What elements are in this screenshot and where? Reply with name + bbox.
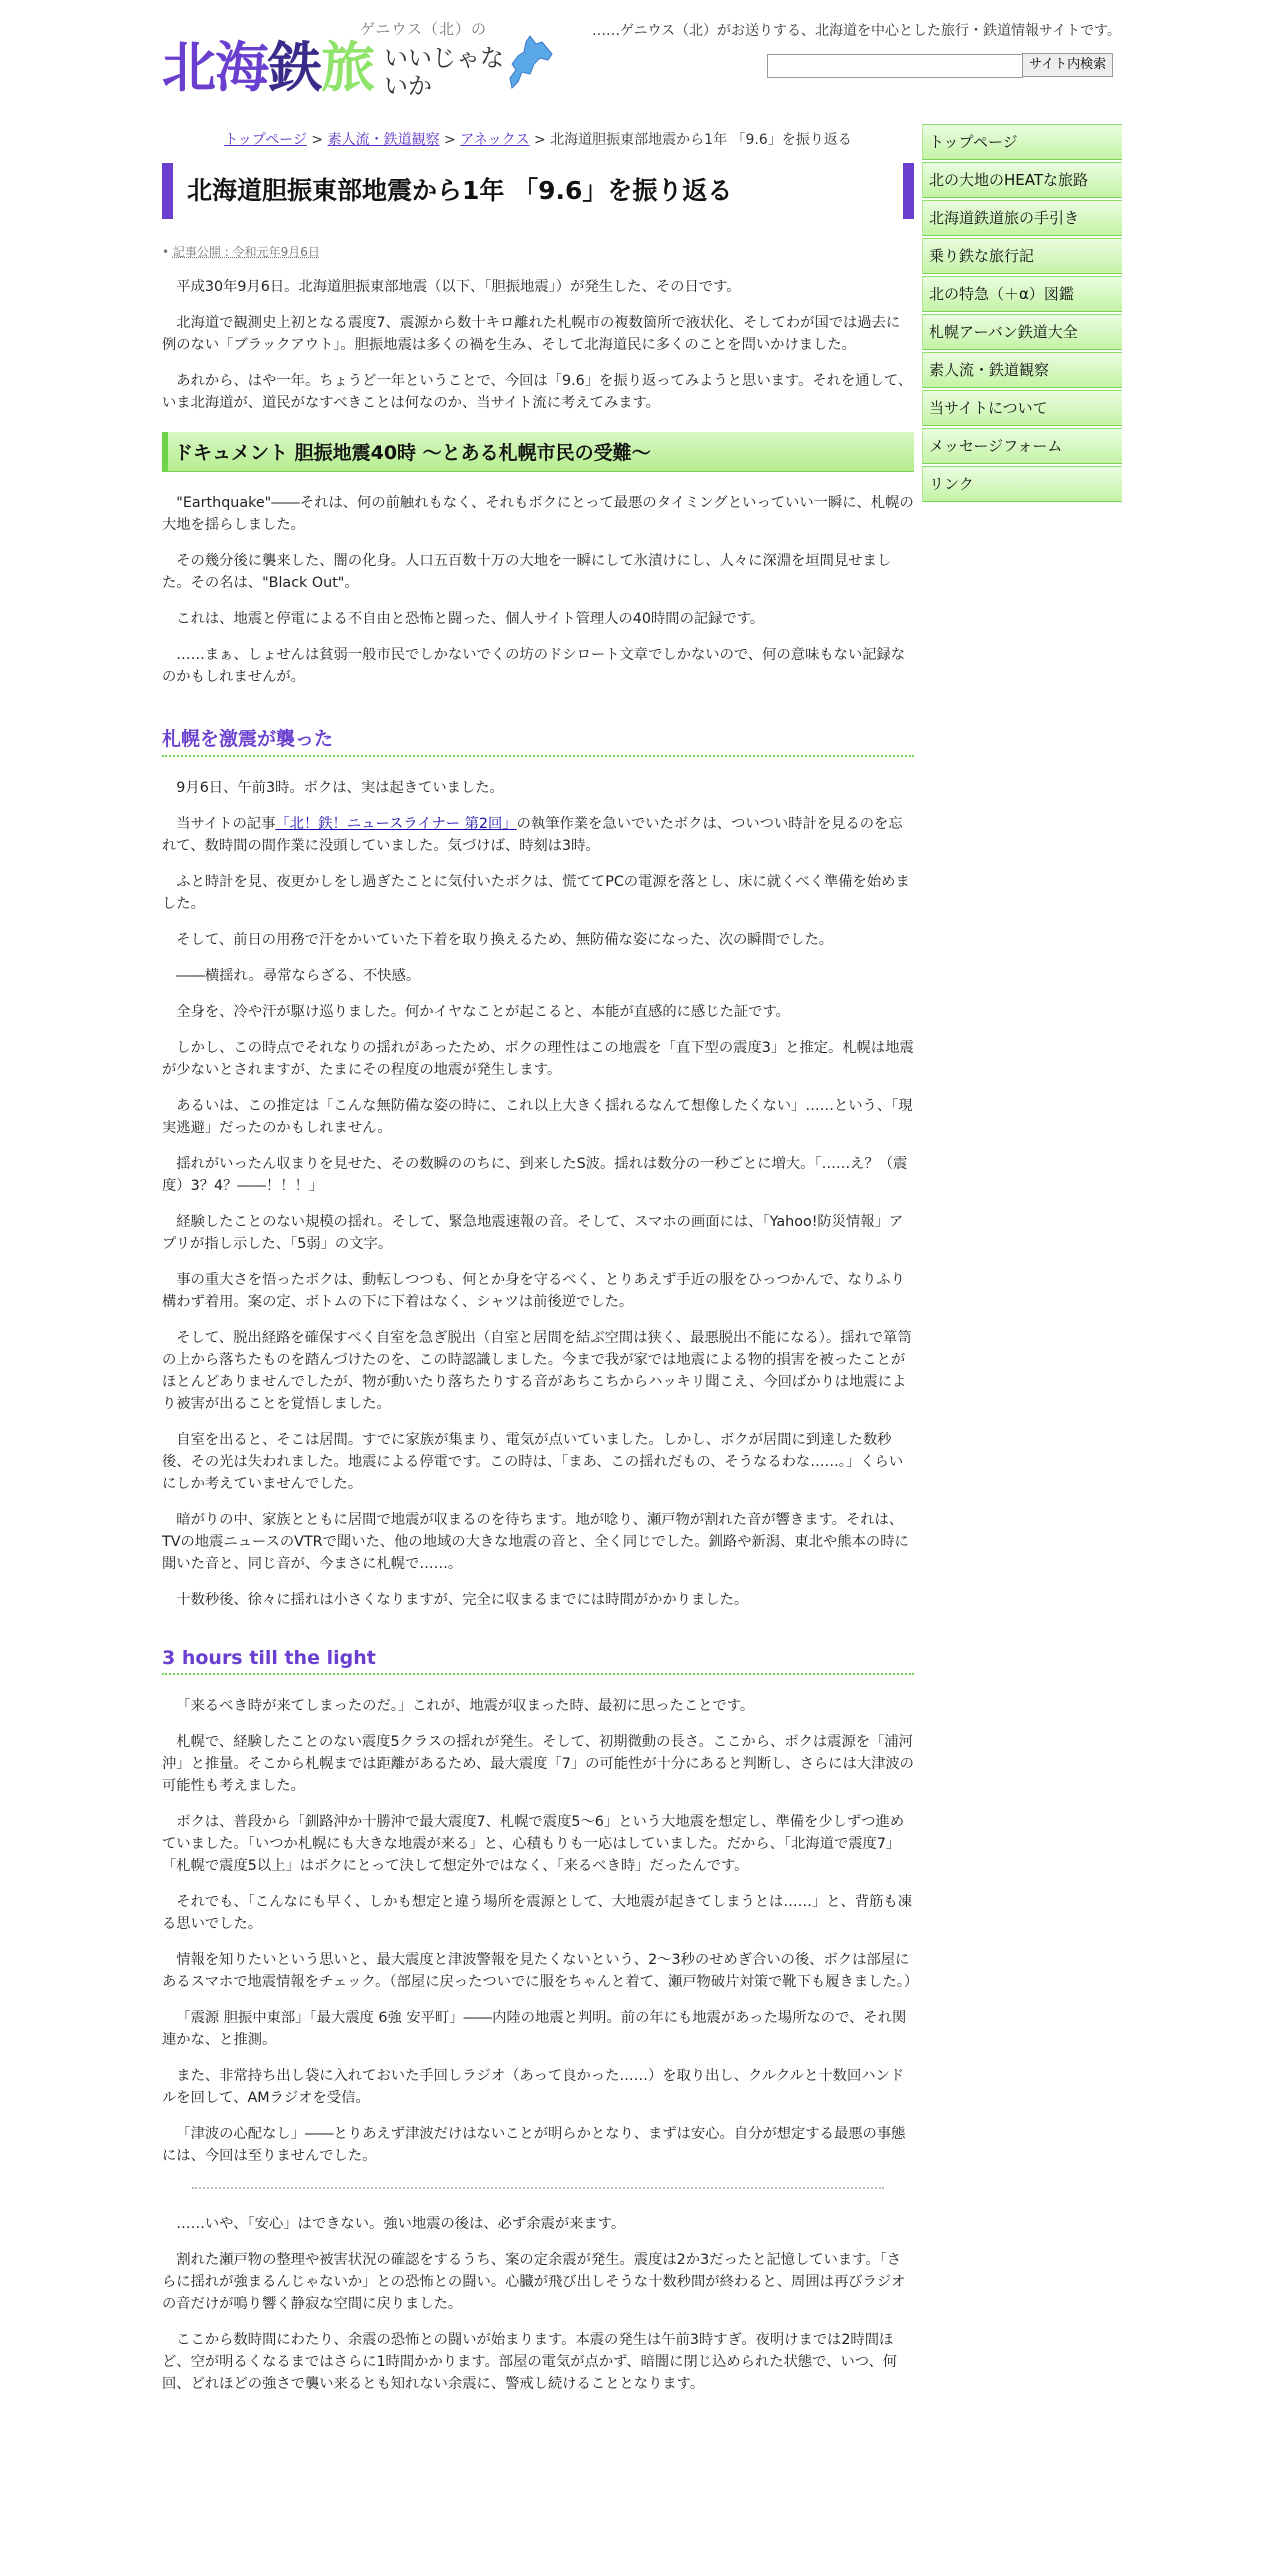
intro-paragraphs xyxy=(162,276,914,414)
subsection-heading-three-hours: 3 hours till the light xyxy=(162,1647,914,1675)
article-title: 北海道胆振東部地震から1年 「9.6」を振り返る xyxy=(187,176,733,205)
subsection-heading-earthquake: 札幌を激震が襲った xyxy=(162,724,914,757)
paragraph: ――横揺れ。尋常ならざる、不快感。 xyxy=(176,968,421,984)
paragraph: "Earthquake"――それは、何の前触れもなく、それもボクにとって最悪のタイミングといっていい一瞬に、札幌の大地を揺らしました。 xyxy=(162,495,914,533)
search-input[interactable] xyxy=(767,54,1023,78)
paragraph: あるいは、この推定は「こんな無防備な姿の時に、これ以上大きく揺れるなんて想像したくない」……という、「現実逃避」だったのかもしれません。 xyxy=(162,1098,913,1136)
paragraph: 情報を知りたいという思いと、最大震度と津波警報を見たくないという、2～3秒のせめぎ合いの後、ボクは部屋にあるスマホで地震情報をチェック。（部屋に戻ったついでに服をちゃんと着て、瀬戸物破片対策で靴下も履きました。） xyxy=(162,1952,919,1990)
site-tagline: ……ゲニウス（北）がお送りする、北海道を中心とした旅行・鉄道情報サイトです。 xyxy=(592,23,1121,39)
paragraph: ……まぁ、しょせんは貧弱一般市民でしかないでくの坊のドシロート文章でしかないので、何の意味もない記録なのかもしれませんが。 xyxy=(162,647,906,685)
breadcrumb-separator: > xyxy=(311,132,324,148)
paragraph: 割れた瀬戸物の整理や被害状況の確認をするうち、案の定余震が発生。震度は2か3だったと記憶しています。「さらに揺れが強まるんじゃないか」との恐怖との闘い。心臓が飛び出しそうな十数秒間が終わると、周囲は再びラジオの音だけが鳴り響く静寂な空間に戻りました。 xyxy=(162,2252,906,2312)
breadcrumb-current: 北海道胆振東部地震から1年 「9.6」を振り返る xyxy=(550,132,852,148)
paragraph: 経験したことのない規模の揺れ。そして、緊急地震速報の音。そして、スマホの画面には、「Yahoo!防災情報」アプリが指し示した、「5弱」の文字。 xyxy=(162,1214,904,1252)
logo-title: 北海鉄旅 xyxy=(162,36,374,99)
section-intro xyxy=(162,492,914,688)
paragraph: ……いや、「安心」はできない。強い地震の後は、必ず余震が来ます。 xyxy=(176,2216,626,2232)
paragraph: それでも、「こんなにも早く、しかも想定と違う場所を震源として、大地震が起きてしまうとは……」と、背筋も凍る思いでした。 xyxy=(162,1894,913,1932)
news-liner-link[interactable]: 「北！鉄！ニュースライナー 第2回」 xyxy=(275,816,517,832)
paragraph: 事の重大さを悟ったボクは、動転しつつも、何とか身を守るべく、とりあえず手近の服をひっつかんで、なりふり構わず着用。案の定、ボトムの下に下着はなく、シャツは前後逆でした。 xyxy=(162,1272,905,1310)
nav-item-top[interactable]: トップページ xyxy=(922,124,1122,160)
hokkaido-map-icon xyxy=(502,34,556,94)
paragraph: 「震源 胆振中東部」「最大震度 6強 安平町」――内陸の地震と判明。前の年にも地震があった場所なので、それ関連かな、と推測。 xyxy=(162,2010,907,2048)
nav-item-message-form[interactable]: メッセージフォーム xyxy=(922,428,1122,464)
article-title-bar xyxy=(162,163,914,219)
nav-item-links[interactable]: リンク xyxy=(922,466,1122,502)
paragraph: 全身を、冷や汗が駆け巡りました。何かイヤなことが起こると、本能が直感的に感じた証です。 xyxy=(176,1004,790,1020)
part2-paragraphs xyxy=(162,1695,919,2167)
paragraph: しかし、この時点でそれなりの揺れがあったため、ボクの理性はこの地震を「直下型の震度3」と推定。札幌は地震が少ないとされますが、たまにその程度の地震が発生します。 xyxy=(162,1040,914,1078)
paragraph: 揺れがいったん収まりを見せた、その数瞬ののちに、到来したS波。揺れは数分の一秒ごとに増大。「……え？（震度）3？4？――！！！」 xyxy=(162,1156,908,1194)
logo-kana: ゲニウス（北）の xyxy=(360,20,487,38)
paragraph: また、非常持ち出し袋に入れておいた手回しラジオ（あって良かった……）を取り出し、クルクルと十数回ハンドルを回して、AMラジオを受信。 xyxy=(162,2068,905,2106)
nav-item-observation[interactable]: 素人流・鉄道観察 xyxy=(922,352,1122,388)
side-navigation xyxy=(922,124,1122,504)
paragraph: 「来るべき時が来てしまったのだ。」これが、地震が収まった時、最初に思ったことです。 xyxy=(176,1698,755,1714)
nav-item-travelogue[interactable]: 乗り鉄な旅行記 xyxy=(922,238,1122,274)
paragraph: ここから数時間にわたり、余震の恐怖との闘いが始まります。本震の発生は午前3時すぎ。夜明けまでは2時間ほど、空が明るくなるまではさらに1時間かかります。部屋の電気が点かず、暗闇に閉じ込められた状態で、いつ、何回、どれほどの強さで襲い来るとも知れない余震に、警戒し続けることとなります。 xyxy=(162,2332,898,2392)
site-logo[interactable] xyxy=(162,4,552,114)
paragraph: 十数秒後、徐々に揺れは小さくなりますが、完全に収まるまでには時間がかかりました。 xyxy=(176,1592,749,1608)
breadcrumb-link-observation[interactable]: 素人流・鉄道観察 xyxy=(327,132,440,148)
nav-item-sapporo-urban[interactable]: 札幌アーバン鉄道大全 xyxy=(922,314,1122,350)
site-search-button[interactable]: サイト内検索 xyxy=(1022,53,1113,77)
logo-subtitle: いいじゃないか xyxy=(384,44,504,100)
paragraph: 暗がりの中、家族とともに居間で地震が収まるのを待ちます。地が唸り、瀬戸物が割れた音が響きます。それは、TVの地震ニュースのVTRで聞いた、他の地域の大きな地震の音と、全く同じでした。釧路や新潟、東北や熊本の時に聞いた音と、同じ音が、今まさに札幌で……。 xyxy=(162,1512,909,1572)
publish-date: • 記事公開 : 令和元年9月6日 xyxy=(162,245,320,259)
paragraph: あれから、はや一年。ちょうど一年ということで、今回は「9.6」を振り返ってみようと思います。それを通して、いま北海道が、道民がなすべきことは何なのか、当サイト流に考えてみます。 xyxy=(162,373,913,411)
breadcrumb-link-top[interactable]: トップページ xyxy=(224,132,307,148)
paragraph: 平成30年9月6日。北海道胆振東部地震（以下、「胆振地震」）が発生した、その日です。 xyxy=(176,279,741,295)
paragraph: 「津波の心配なし」――とりあえず津波だけはないことが明らかとなり、まずは安心。自分が想定する最悪の事態には、今回は至りませんでした。 xyxy=(162,2126,906,2164)
dotted-divider xyxy=(192,2187,884,2189)
breadcrumb xyxy=(162,129,914,149)
nav-item-express-guide[interactable]: 北の特急（＋α）図鑑 xyxy=(922,276,1122,312)
paragraph: ふと時計を見、夜更かしをし過ぎたことに気付いたボクは、慌ててPCの電源を落とし、床に就くべく準備を始めました。 xyxy=(162,874,910,912)
paragraph: そして、前日の用務で汗をかいていた下着を取り換えるため、無防備な姿になった、次の瞬間でした。 xyxy=(176,932,834,948)
nav-item-heat-journey[interactable]: 北の大地のHEATな旅路 xyxy=(922,162,1122,198)
section-heading: ドキュメント 胆振地震40時 ～とある札幌市民の受難～ xyxy=(162,432,914,472)
paragraph: 自室を出ると、そこは居間。すでに家族が集まり、電気が点いていました。しかし、ボクが居間に到達した数秒後、その光は失われました。地震による停電です。この時は、「まあ、この揺れだもの、そうなるわな……。」くらいにしか考えていませんでした。 xyxy=(162,1432,904,1492)
nav-item-about[interactable]: 当サイトについて xyxy=(922,390,1122,426)
main-content xyxy=(162,125,919,2409)
paragraph: これは、地震と停電による不自由と恐怖と闘った、個人サイト管理人の40時間の記録です。 xyxy=(176,611,765,627)
breadcrumb-separator: > xyxy=(533,132,546,148)
paragraph: 9月6日、午前3時。ボクは、実は起きていました。 xyxy=(176,780,504,796)
part3-paragraphs xyxy=(162,2213,914,2395)
paragraph: 北海道で観測史上初となる震度7、震源から数十キロ離れた札幌市の複数箇所で液状化、そしてわが国では過去に例のない「ブラックアウト」。胆振地震は多くの禍を生み、そして北海道民に多くのことを問いかけました。 xyxy=(162,315,901,353)
paragraph: そして、脱出経路を確保すべく自室を急ぎ脱出（自室と居間を結ぶ空間は狭く、最悪脱出不能になる）。揺れで箪笥の上から落ちたものを踏んづけたのを、この時認識しました。今まで我が家では地震による物的損害を被ったことがほとんどありませんでしたが、物が動いたり落ちたりする音があちこちからハッキリ聞こえ、今回ばかりは地震により被害が出ることを覚悟しました。 xyxy=(162,1330,912,1412)
nav-item-rail-guide[interactable]: 北海道鉄道旅の手引き xyxy=(922,200,1122,236)
breadcrumb-separator: > xyxy=(444,132,456,148)
part1-paragraphs xyxy=(162,871,914,1611)
paragraph: その幾分後に襲来した、闇の化身。人口五百数十万の大地を一瞬にして氷漬けにし、人々に深淵を垣間見せました。その名は、"Black Out"。 xyxy=(162,553,892,591)
site-header xyxy=(162,0,1142,118)
paragraph: ボクは、普段から「釧路沖か十勝沖で最大震度7、札幌で震度5～6」という大地震を想定し、準備を少しずつ進めていました。「いつか札幌にも大きな地震が来る」と、心積もりも一応はしていました。だから、「北海道で震度7」「札幌で震度5以上」はボクにとって決して想定外ではなく、「来るべき時」だったんです。 xyxy=(162,1814,905,1874)
breadcrumb-link-annex[interactable]: アネックス xyxy=(460,132,530,148)
paragraph: 札幌で、経験したことのない震度5クラスの揺れが発生。そして、初期微動の長さ。ここから、ボクは震源を「浦河沖」と推量。そこから札幌までは距離があるため、最大震度「7」の可能性が十分にあると判断し、さらには大津波の可能性も考えました。 xyxy=(162,1734,914,1794)
paragraph-with-link: 当サイトの記事「北！鉄！ニュースライナー 第2回」の執筆作業を急いでいたボクは、ついつい時計を見るのを忘れて、数時間の間作業に没頭していました。気づけば、時刻は3時。 xyxy=(162,816,903,854)
